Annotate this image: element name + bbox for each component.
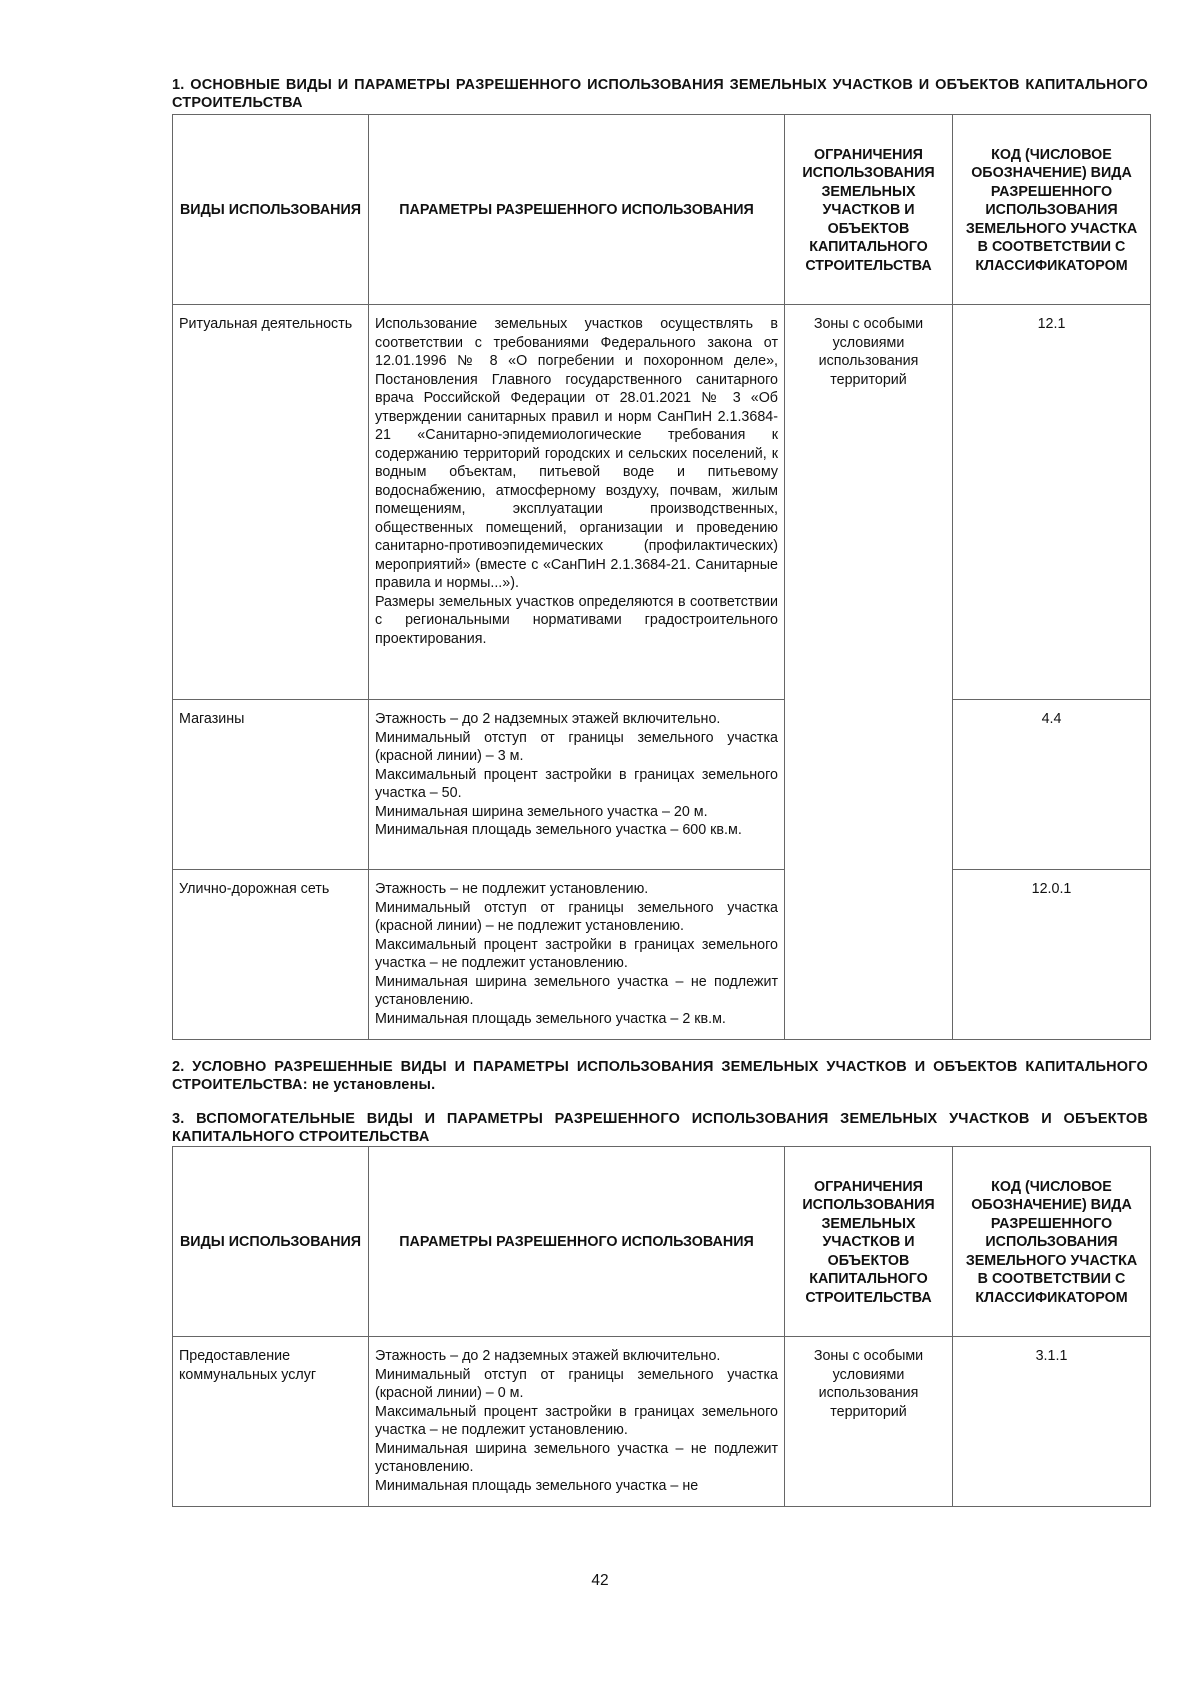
use-params: Этажность – до 2 надземных этажей включительно. Минимальный отступ от границы земельного участка (красной линии) – 0 м. Максимальный процент застройки в границах земельного участка – не подлежит установлению. Минимальная ширина земельного участка – не подлежит установлению. Минимальная площадь земельного участка – не	[369, 1337, 785, 1507]
table-row	[173, 870, 1151, 1040]
section-1-heading: 1. ОСНОВНЫЕ ВИДЫ И ПАРАМЕТРЫ РАЗРЕШЕННОГО ИСПОЛЬЗОВАНИЯ ЗЕМЕЛЬНЫХ УЧАСТКОВ И ОБЪЕКТОВ КАПИТАЛЬНОГО СТРОИТЕЛЬСТВА	[172, 77, 1148, 111]
use-type: Ритуальная деятельность	[173, 305, 369, 700]
header-code: КОД (ЧИСЛОВОЕ ОБОЗНАЧЕНИЕ) ВИДА РАЗРЕШЕННОГО ИСПОЛЬЗОВАНИЯ ЗЕМЕЛЬНОГО УЧАСТКА В СООТВЕТСТВИИ С КЛАССИФИКАТОРОМ	[953, 1147, 1151, 1337]
header-params: ПАРАМЕТРЫ РАЗРЕШЕННОГО ИСПОЛЬЗОВАНИЯ	[369, 1147, 785, 1337]
use-code: 12.1	[953, 305, 1151, 700]
section-3-heading: 3. ВСПОМОГАТЕЛЬНЫЕ ВИДЫ И ПАРАМЕТРЫ РАЗРЕШЕННОГО ИСПОЛЬЗОВАНИЯ ЗЕМЕЛЬНЫХ УЧАСТКОВ И ОБЪЕКТОВ КАПИТАЛЬНОГО СТРОИТЕЛЬСТВА	[172, 1111, 1148, 1145]
header-params: ПАРАМЕТРЫ РАЗРЕШЕННОГО ИСПОЛЬЗОВАНИЯ	[369, 115, 785, 305]
table-row	[173, 1337, 1151, 1507]
table-header-row	[173, 1147, 1151, 1337]
use-code: 3.1.1	[953, 1337, 1151, 1507]
auxiliary-uses-table	[172, 1146, 1151, 1507]
use-code: 4.4	[953, 700, 1151, 870]
header-type: ВИДЫ ИСПОЛЬЗОВАНИЯ	[173, 1147, 369, 1337]
section-2-heading: 2. УСЛОВНО РАЗРЕШЕННЫЕ ВИДЫ И ПАРАМЕТРЫ ИСПОЛЬЗОВАНИЯ ЗЕМЕЛЬНЫХ УЧАСТКОВ И ОБЪЕКТОВ КАПИТАЛЬНОГО СТРОИТЕЛЬСТВА: не установлены.	[172, 1059, 1148, 1093]
use-type: Магазины	[173, 700, 369, 870]
header-code: КОД (ЧИСЛОВОЕ ОБОЗНАЧЕНИЕ) ВИДА РАЗРЕШЕННОГО ИСПОЛЬЗОВАНИЯ ЗЕМЕЛЬНОГО УЧАСТКА В СООТВЕТСТВИИ С КЛАССИФИКАТОРОМ	[953, 115, 1151, 305]
use-type: Предоставление коммунальных услуг	[173, 1337, 369, 1507]
use-type: Улично-дорожная сеть	[173, 870, 369, 1040]
use-limits: Зоны с особыми условиями использования территорий	[785, 305, 953, 1040]
header-limits: ОГРАНИЧЕНИЯ ИСПОЛЬЗОВАНИЯ ЗЕМЕЛЬНЫХ УЧАСТКОВ И ОБЪЕКТОВ КАПИТАЛЬНОГО СТРОИТЕЛЬСТВА	[785, 115, 953, 305]
page-number: 42	[591, 1572, 609, 1589]
table-header-row	[173, 115, 1151, 305]
use-params: Этажность – до 2 надземных этажей включительно. Минимальный отступ от границы земельного участка (красной линии) – 3 м. Максимальный процент застройки в границах земельного участка – 50. Минимальная ширина земельного участка – 20 м. Минимальная площадь земельного участка – 600 кв.м.	[369, 700, 785, 870]
document-page	[172, 76, 1148, 1507]
table-row	[173, 305, 1151, 700]
header-type: ВИДЫ ИСПОЛЬЗОВАНИЯ	[173, 115, 369, 305]
use-params: Использование земельных участков осуществлять в соответствии с требованиями Федерального закона от 12.01.1996 № 8 «О погребении и похоронном деле», Постановления Главного государственного санитарного врача Российской Федерации от 28.01.2021 № 3 «Об утверждении санитарных правил и норм СанПиН 2.1.3684-21 «Санитарно-эпидемиологические требования к содержанию территорий городских и сельских поселений, к водным объектам, питьевой воде и питьевому водоснабжению, атмосферному воздуху, почвам, жилым помещениям, эксплуатации производственных, общественных помещений, организации и проведению санитарно-противоэпидемических (профилактических) мероприятий» (вместе с «СанПиН 2.1.3684-21. Санитарные правила и нормы...»). Размеры земельных участков определяются в соответствии с региональными нормативами градостроительного проектирования.	[369, 305, 785, 700]
header-limits: ОГРАНИЧЕНИЯ ИСПОЛЬЗОВАНИЯ ЗЕМЕЛЬНЫХ УЧАСТКОВ И ОБЪЕКТОВ КАПИТАЛЬНОГО СТРОИТЕЛЬСТВА	[785, 1147, 953, 1337]
use-code: 12.0.1	[953, 870, 1151, 1040]
use-params: Этажность – не подлежит установлению. Минимальный отступ от границы земельного участка (красной линии) – не подлежит установлению. Максимальный процент застройки в границах земельного участка – не подлежит установлению. Минимальная ширина земельного участка – не подлежит установлению. Минимальная площадь земельного участка – 2 кв.м.	[369, 870, 785, 1040]
table-row	[173, 700, 1151, 870]
main-uses-table	[172, 114, 1151, 1040]
use-limits: Зоны с особыми условиями использования территорий	[785, 1337, 953, 1507]
